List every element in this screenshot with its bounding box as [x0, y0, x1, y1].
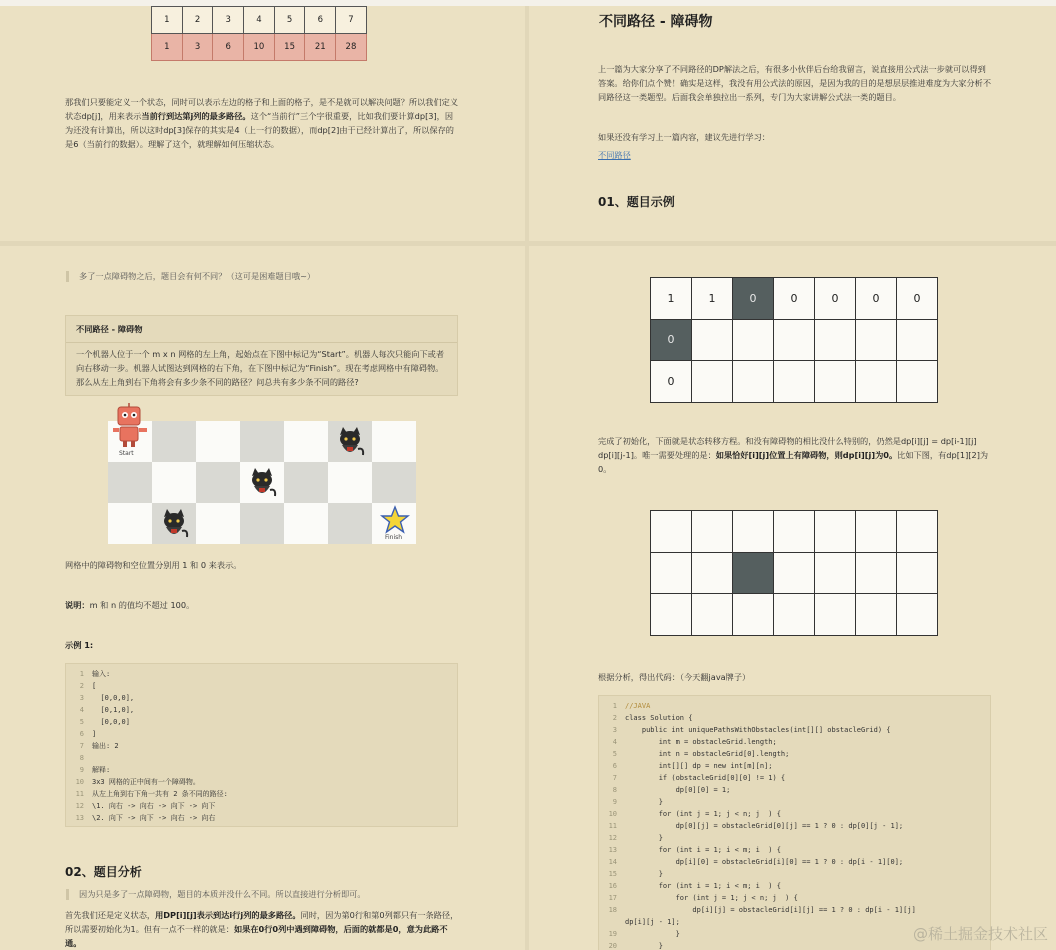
grid-cell [815, 319, 856, 361]
code-text: 从左上角到右下角一共有 2 条不同的路径: [92, 790, 228, 798]
code-text: } [625, 798, 663, 806]
line-number: 5 [79, 718, 84, 726]
grid-row [651, 511, 938, 553]
line-number: 14 [608, 858, 617, 866]
dp-table-row-2 [152, 34, 367, 61]
code-text: for (int j = 1; j < n; j ) { [625, 810, 781, 818]
code-line [66, 716, 457, 728]
grid-cell [897, 511, 938, 553]
finish-label: Finish [385, 534, 403, 541]
grid-cell [856, 552, 897, 594]
analysis-paragraph [65, 908, 460, 950]
grid-cell [733, 511, 774, 553]
note-label: 说明： [65, 600, 90, 610]
robot-icon [110, 403, 150, 455]
line-number: 8 [612, 786, 617, 794]
code-text: int[][] dp = new int[m][n]; [625, 762, 773, 770]
grid-square [196, 462, 240, 503]
code-line [599, 820, 990, 832]
dp-cell: 6 [305, 7, 336, 34]
robot-grid-image [108, 421, 417, 545]
prev-article-link[interactable]: 不同路径 [598, 150, 631, 160]
code-text: dp[i][j - 1]; [625, 918, 680, 926]
code-text: [0,0,0] [92, 718, 130, 726]
code-line [66, 764, 457, 776]
dp-cell: 2 [182, 7, 213, 34]
callout-title: 不同路径 - 障碍物 [76, 324, 143, 334]
dp-cell: 6 [213, 34, 244, 61]
code-text: dp[i][j] = obstacleGrid[i][j] == 1 ? 0 : dp[i - 1][j] [625, 906, 916, 914]
code-text: int n = obstacleGrid[0].length; [625, 750, 790, 758]
grid-square [152, 462, 196, 503]
grid-square [240, 421, 284, 462]
start-label: Start [119, 450, 134, 457]
problem-callout [65, 315, 458, 396]
code-text: [0,0,0], [92, 694, 135, 702]
line-number: 16 [608, 882, 617, 890]
grid-cell: 0 [897, 278, 938, 320]
code-line [66, 776, 457, 788]
grid-cell: 1 [651, 278, 692, 320]
code-text: } [625, 942, 663, 950]
grid-cell [651, 552, 692, 594]
grid-cell [692, 552, 733, 594]
grid-cell [815, 552, 856, 594]
code-text: 输出: 2 [92, 742, 119, 750]
line-number: 12 [608, 834, 617, 842]
line-number: 17 [608, 894, 617, 902]
line-number: 20 [608, 942, 617, 950]
grid-cell [733, 361, 774, 403]
line-number: 15 [608, 870, 617, 878]
dp-cell: 4 [244, 7, 275, 34]
line-number: 4 [79, 706, 84, 714]
intro-quote: 多了一点障碍物之后，题目会有何不同？（这可是困难题目哦~） [66, 271, 456, 282]
grid-cell [815, 511, 856, 553]
panel-top-right [529, 6, 1056, 241]
grid-row [651, 278, 938, 320]
grid-row [651, 594, 938, 636]
dp-cell: 7 [336, 7, 367, 34]
grid-cell [733, 319, 774, 361]
line-number: 2 [79, 682, 84, 690]
grid-cell [692, 511, 733, 553]
text-span: 那我们只要能定义一个状态，同时可以表示左边的格子和上面的格子，是不是就可以解决问题？所以我们定义状态dp[j]，用来表示 [65, 97, 459, 121]
line-number: 10 [75, 778, 84, 786]
grid-cell [774, 552, 815, 594]
code-line [66, 704, 457, 716]
line-number: 10 [608, 810, 617, 818]
code-text: } [625, 930, 680, 938]
init-grid [650, 277, 938, 403]
code-line [599, 784, 990, 796]
code-text: \1. 向右 -> 向右 -> 向下 -> 向下 [92, 802, 216, 810]
code-line [66, 812, 457, 824]
dp-cell: 10 [244, 34, 275, 61]
grid-row [651, 319, 938, 361]
obstacle-cat-icon [246, 466, 278, 500]
code-text: dp[0][0] = 1; [625, 786, 731, 794]
code-text: } [625, 834, 663, 842]
java-code-block [598, 695, 991, 950]
code-text: for (int i = 1; i < m; i ) { [625, 846, 781, 854]
grid-square [152, 421, 196, 462]
code-line [599, 748, 990, 760]
grid-cell [815, 361, 856, 403]
code-text: \2. 向下 -> 向下 -> 向右 -> 向右 [92, 814, 216, 822]
code-line [66, 788, 457, 800]
line-number: 2 [612, 714, 617, 722]
code-line [599, 724, 990, 736]
grid-cell [897, 552, 938, 594]
dp-cell: 3 [213, 7, 244, 34]
grid-note: 网格中的障碍物和空位置分别用 1 和 0 来表示。 [65, 560, 242, 570]
code-line [599, 796, 990, 808]
grid-cell [856, 511, 897, 553]
grid-cell [733, 552, 774, 594]
grid-square [196, 421, 240, 462]
code-text: 输入: [92, 670, 111, 678]
line-number: 19 [608, 930, 617, 938]
line-number: 9 [612, 798, 617, 806]
transition-paragraph [598, 434, 993, 476]
dp-table [151, 6, 367, 61]
grid-square [284, 421, 328, 462]
note-paragraph [65, 598, 194, 612]
code-text: for (int j = 1; j < n; j ) { [625, 894, 798, 902]
grid-square [284, 462, 328, 503]
line-number: 11 [75, 790, 84, 798]
grid-square [196, 503, 240, 544]
grid-cell: 0 [815, 278, 856, 320]
callout-divider [66, 342, 457, 343]
grid-cell [774, 594, 815, 636]
text-span: 比如下图，有dp[1][2]为0。 [598, 450, 989, 474]
grid-square [372, 462, 416, 503]
section-heading-02: 02、题目分析 [65, 865, 142, 879]
code-text: 3x3 网格的正中间有一个障碍物。 [92, 778, 200, 786]
line-number: 6 [612, 762, 617, 770]
line-number: 5 [612, 750, 617, 758]
grid-square [284, 503, 328, 544]
line-number: 12 [75, 802, 84, 810]
bold-text: 用DP[i][j]表示到达i行j列的最多路径。 [155, 910, 301, 920]
code-text: public int uniquePathsWithObstacles(int[][] obstacleGrid) { [625, 726, 891, 734]
grid-cell [692, 361, 733, 403]
grid-square [372, 421, 416, 462]
code-line [599, 856, 990, 868]
intro-paragraph: 上一篇为大家分享了不同路径的DP解法之后，有很多小伙伴后台给我留言，说直接用公式法一步就可以得到答案。给你们点个赞！确实是这样，我没有用公式法的原因，是因为我的目的是想层层推进难度为大家分析不同路径这一类题型。后面我会单独拉出一系列，专门为大家讲解公式法一类的题目。 [598, 64, 992, 102]
line-number: 7 [612, 774, 617, 782]
grid-row [651, 361, 938, 403]
dp-cell: 3 [182, 34, 213, 61]
line-number: 13 [608, 846, 617, 854]
grid-cell: 1 [692, 278, 733, 320]
code-line [599, 904, 990, 916]
grid-cell [815, 594, 856, 636]
line-number: 7 [79, 742, 84, 750]
text-span: 首先我们还是定义状态， [65, 910, 156, 920]
line-number [599, 916, 625, 928]
line-number: 1 [79, 670, 84, 678]
grid-cell: 0 [774, 278, 815, 320]
line-number: 4 [612, 738, 617, 746]
code-text: if (obstacleGrid[0][0] != 1) { [625, 774, 786, 782]
code-line [599, 772, 990, 784]
panel-bottom-right [529, 246, 1056, 950]
line-number: 9 [79, 766, 84, 774]
grid-cell [856, 319, 897, 361]
line-number: 3 [79, 694, 84, 702]
code-text: 解释: [92, 766, 111, 774]
grid-square [108, 503, 152, 544]
analysis-quote: 因为只是多了一点障碍物，题目的本质并没什么不同。所以直接进行分析即可。 [66, 889, 456, 900]
watermark: @稀土掘金技术社区 [912, 925, 1048, 943]
code-text: dp[i][0] = obstacleGrid[i][0] == 1 ? 0 : dp[i - 1][0]; [625, 858, 904, 866]
dp-cell: 5 [274, 7, 305, 34]
dp-table-row-1 [152, 7, 367, 34]
code-line [599, 868, 990, 880]
text-span: 这个“当前行”三个字很重要，比如我们要计算dp[3]，因为还没有计算出，所以这时dp[3]保存的其实是4（上一行的数据），而dp[2]由于已经计算出了，所以保存的是6（当前行的数据）。理解了这个，就理解如何压缩状态。 [65, 111, 454, 149]
grid-cell: 0 [651, 361, 692, 403]
code-line [599, 736, 990, 748]
grid-square [240, 503, 284, 544]
grid-cell: 0 [856, 278, 897, 320]
example-label: 示例 1: [65, 640, 94, 650]
code-line [66, 692, 457, 704]
line-number: 8 [79, 754, 84, 762]
dp-cell: 1 [152, 34, 183, 61]
grid-cell [774, 361, 815, 403]
grid-square [108, 462, 152, 503]
grid-cell [651, 511, 692, 553]
grid-square [328, 462, 372, 503]
panel-bottom-left [0, 246, 525, 950]
grid-cell [856, 594, 897, 636]
line-number: 11 [608, 822, 617, 830]
code-line [599, 844, 990, 856]
code-text: [0,1,0], [92, 706, 135, 714]
article-title: 不同路径 - 障碍物 [599, 14, 713, 30]
state-paragraph [65, 95, 460, 151]
grid-cell [692, 594, 733, 636]
example-code-block [65, 663, 458, 827]
line-number: 18 [608, 906, 617, 914]
code-text: dp[0][j] = obstacleGrid[0][j] == 1 ? 0 : dp[0][j - 1]; [625, 822, 904, 830]
grid-cell [692, 319, 733, 361]
code-line [599, 808, 990, 820]
grid-cell [897, 594, 938, 636]
star-icon [380, 505, 410, 535]
line-number: 6 [79, 730, 84, 738]
code-line [599, 700, 990, 712]
dp-cell: 21 [305, 34, 336, 61]
bold-text: 如果在0行0列中遇到障碍物，后面的就都是0，意为此路不通。 [65, 924, 448, 948]
code-text: for (int i = 1; i < m; i ) { [625, 882, 781, 890]
dp-cell: 1 [152, 7, 183, 34]
obstacle-cat-icon [158, 507, 190, 541]
code-text: [ [92, 682, 97, 690]
code-line [66, 680, 457, 692]
code-intro: 根据分析，得出代码：（今天翻java牌子） [598, 672, 751, 682]
section-heading-01: 01、题目示例 [598, 195, 675, 209]
code-line [599, 832, 990, 844]
code-line [66, 740, 457, 752]
code-line [66, 800, 457, 812]
grid-cell [774, 319, 815, 361]
dp-cell: 28 [336, 34, 367, 61]
code-text: class Solution { [625, 714, 693, 722]
bold-text: 如果恰好[i][j]位置上有障碍物，则dp[i][j]为0。 [715, 450, 898, 460]
line-number: 3 [612, 726, 617, 734]
note-text: m 和 n 的值均不超过 100。 [89, 600, 195, 610]
text-span: 同时，因为第0行和第0列都只有一条路径，所以需要初始化为1。但有一点不一样的就是： [65, 910, 459, 934]
code-line [599, 880, 990, 892]
grid-cell [897, 361, 938, 403]
code-line [66, 752, 457, 764]
callout-text: 一个机器人位于一个 m x n 网格的左上角，起始点在下图中标记为“Start”。机器人每次只能向下或者向右移动一步。机器人试图达到网格的右下角，在下图中标记为“Finish”。现在考虑网格中有障碍物。那么从左上角到右下角将会有多少条不同的路径？问总共有多少条不同的路径? [76, 349, 445, 387]
bold-text: 当前行到达第j列的最多路径。 [141, 111, 251, 121]
code-line [66, 728, 457, 740]
grid-cell [897, 319, 938, 361]
grid-cell [733, 594, 774, 636]
obstacle-cat-icon [334, 425, 366, 459]
code-line [599, 760, 990, 772]
code-text: //JAVA [625, 702, 651, 710]
prereq-text: 如果还没有学习上一篇内容，建议先进行学习： [598, 132, 770, 142]
grid-cell [856, 361, 897, 403]
grid-cell [774, 511, 815, 553]
dp-cell: 15 [274, 34, 305, 61]
obstacle-grid [650, 510, 938, 636]
code-text: int m = obstacleGrid.length; [625, 738, 777, 746]
code-line [599, 712, 990, 724]
code-text: } [625, 870, 663, 878]
grid-square [328, 503, 372, 544]
grid-cell: 0 [651, 319, 692, 361]
grid-cell: 0 [733, 278, 774, 320]
line-number: 13 [75, 814, 84, 822]
code-line [599, 892, 990, 904]
grid-row [651, 552, 938, 594]
code-line [66, 668, 457, 680]
panel-top-left [0, 6, 525, 241]
line-number: 1 [612, 702, 617, 710]
code-text: ] [92, 730, 97, 738]
text-span: 完成了初始化，下面就是状态转移方程。和没有障碍物的相比没什么特别的，仍然是dp[i][j] = dp[i-1][j] dp[i][j-1]。唯一需要处理的是： [598, 436, 977, 460]
grid-cell [651, 594, 692, 636]
